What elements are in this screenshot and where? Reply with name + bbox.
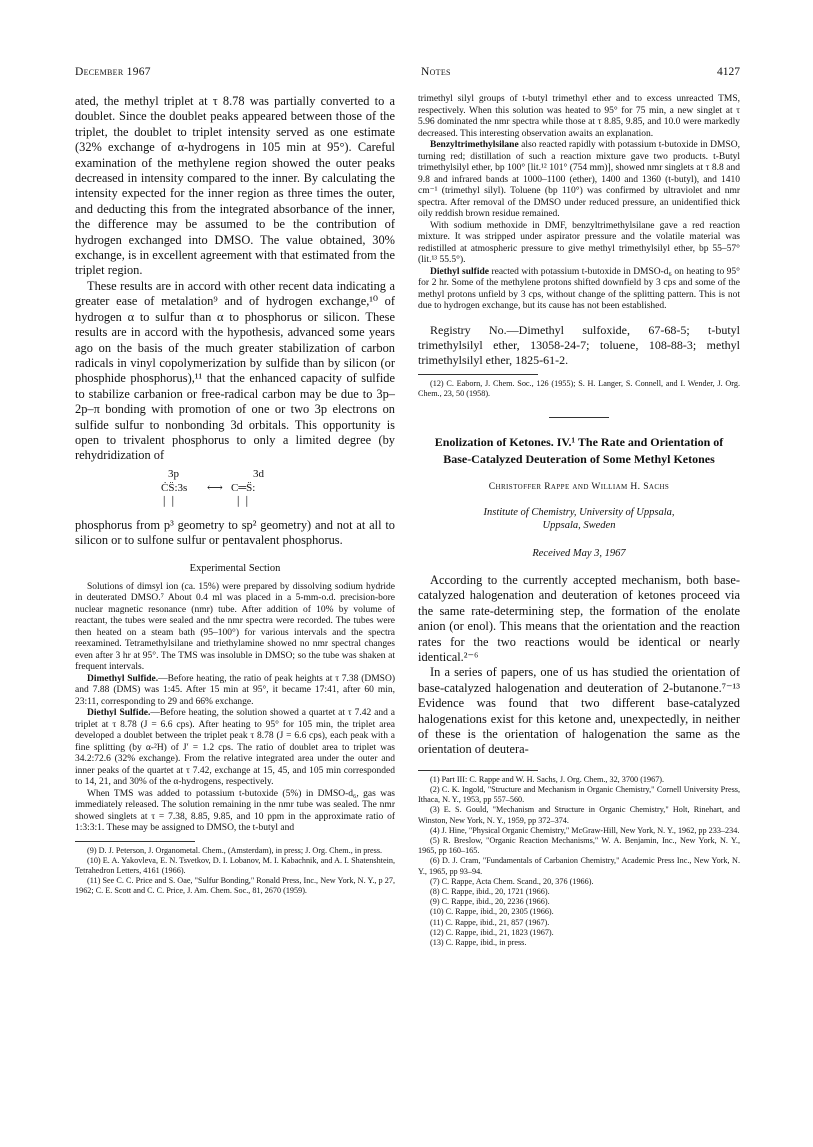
body-paragraph: phosphorus from p³ geometry to sp² geometry) and not at all to silicon or to sulfone sulfur or pentavalent phosphorus. — [75, 517, 395, 548]
footnote: (9) D. J. Peterson, J. Organometal. Chem., (Amsterdam), in press; J. Org. Chem., in press. — [87, 845, 383, 855]
experimental-paragraph: Benzyltrimethylsilane also reacted rapidly with potassium t-butoxide in DMSO, turning red; distillation of such a reaction mixture gave two products. t-Butyl trimethylsilyl ether, bp 100° [lit.¹² 101° (754 mm)], showed nmr singlets at τ 8.8 and 9.8 and infrared bands at 1000–1100 (ether), 1400 and 1360 (t-butyl), and 1410 cm⁻¹ (trimethyl silyl). Toluene (bp 110°) was confirmed by ultraviolet and nmr spectra. After removal of the DMSO under reduced pressure, an unidentified thick oily reddish brown residue remained. — [418, 140, 740, 219]
footnote: (1) Part III: C. Rappe and W. H. Sachs, J. Org. Chem., 32, 3700 (1967). — [430, 774, 665, 784]
received-date: Received May 3, 1967 — [532, 547, 626, 559]
article-title: Enolization of Ketones. IV.¹ The Rate and Orientation of Base-Catalyzed Deuteration of Some Methyl Ketones — [434, 434, 724, 466]
footnote: (4) J. Hine, "Physical Organic Chemistry," McGraw-Hill, New York, N. Y., 1962, pp 233–234. — [430, 825, 740, 835]
header-section: Notes — [421, 66, 451, 78]
experimental-paragraph: When TMS was added to potassium t-butoxide (5%) in DMSO-d₆, gas was immediately released. The solution remaining in the nmr tube was sealed. The nmr showed singlets at τ = 7.38, 8.85, 9.85, and 10 ppm in the approximate ratio of 1:3:3:1. These may be assigned to DMSO, the t-butyl and — [75, 788, 395, 834]
experimental-paragraph: Solutions of dimsyl ion (ca. 15%) were prepared by dissolving sodium hydride in deuterated DMSO.⁷ About 0.4 ml was placed in a 5-mm-o.d. precision-bore nuclear magnetic resonance (nmr) tube. After addition of 10% by volume of reactant, the tubes were sealed and the nmr spectra were recorded. The tubes were then heated on a steam bath (95–100°) for various intervals and the spectra reexamined. Tetramethylsilane and triethylamine showed no nmr spectral changes even after 3 hr at 95°. The TMS was insoluble in DMSO; so the tube was shaken at frequent intervals. — [75, 581, 395, 673]
ticks-left: │ │ — [161, 495, 177, 506]
right-column — [418, 94, 740, 948]
experimental-paragraph: Diethyl sulfide reacted with potassium t-butoxide in DMSO-d₆ on heating to 95° for 2 hr. Some of the methylene protons shifted downfield by 3 cps and some of the methyl protons unfield by 3 cps, without change of the splitting pattern. This is not due to hydrogen exchange, but its cause has not been established. — [418, 266, 740, 311]
footnote: (13) C. Rappe, ibid., in press. — [430, 938, 527, 948]
footnote-divider — [418, 374, 538, 375]
orbital-label-3p: 3p — [168, 467, 179, 480]
experimental-paragraph: With sodium methoxide in DMF, benzyltrimethylsilane gave a red reaction mixture. It was stripped under aspirator pressure and the volatile material was redistilled at atmospheric pressure to give methyl trimethylsilyl ether, bp 55–57° (lit.¹³ 55.5°). — [418, 220, 740, 265]
footnote: (12) C. Eaborn, J. Chem. Soc., 126 (1955); S. H. Langer, S. Connell, and I. Wender, J. Org. Chem., 23, 50 (1958). — [418, 378, 740, 398]
footnote-divider — [418, 770, 538, 771]
header-date: December 1967 — [75, 66, 151, 78]
footnote: (9) C. Rappe, ibid., 20, 2236 (1966). — [430, 897, 550, 907]
footnote: (11) See C. C. Price and S. Oae, "Sulfur Bonding," Ronald Press, Inc., New York, N. Y., p 27, 1962; C. E. Scott and C. C. Price, J. Am. Chem. Soc., 81, 2670 (1959). — [75, 876, 395, 896]
ticks-right: │ │ — [235, 495, 251, 506]
body-paragraph: These results are in accord with other recent data indicating a greater ease of metalation⁹ and of hydrogen exchange,¹⁰ of hydrogen α to sulfur than α to phosphorus or silicon. These results are in accord with the hypothesis, advanced some years ago on the basis of the much greater stabilization of carbon radicals in vinyl copolymerization by sulfide than by silicon (or phosphide phosphorus),¹¹ that the enhanced capacity of sulfide to stabilize carbanion or free-radical carbon may be due to 3p–2p–π bonding with promotion of one or two 3p electrons on sulfide sulfur to nonbonding 3d orbitals. This opportunity is open to trivalent phosphorus to only a limited degree (by rehydridization of — [75, 278, 395, 463]
footnote: (7) C. Rappe, Acta Chem. Scand., 20, 376 (1966). — [430, 876, 594, 886]
page-number: 4127 — [717, 66, 740, 78]
footnote: (10) C. Rappe, ibid., 20, 2305 (1966). — [430, 907, 554, 917]
body-paragraph: In a series of papers, one of us has studied the orientation of base-catalyzed halogenation and deuteration of 2-butanone.⁷⁻¹³ Evidence was found that two different base-catalyzed halogenations exist for this ketone and, unexpectedly, in neither of these is the orientation of halogenation the same as the orientation of deutera- — [418, 665, 740, 757]
article-authors: Christoffer Rappe and William H. Sachs — [488, 481, 670, 492]
footnote-list — [418, 775, 740, 948]
body-paragraph: ated, the methyl triplet at τ 8.78 was partially converted to a doublet. Since the doublet peaks appeared between those of the triplet, the doublet to triplet intensity served as one estimate (32% exchange of α-hydrogens in 105 min at 95°). Careful examination of the methylene region showed the outer peaks decreased in intensity compared to the inner. By calculating the intensity expected for the inner region as three times the outer, and deducting this from the integrated absorbance of the inner, the difference may be assumed to be the contribution of hydrogen exchanged into DMSO. The value obtained, 30% exchange, is in excellent agreement with that estimated from the triplet region. — [75, 94, 395, 278]
footnote: (6) D. J. Cram, "Fundamentals of Carbanion Chemistry," Academic Press Inc., New York, N. Y., 1965, pp 93–94. — [418, 856, 740, 876]
footnote: (12) C. Rappe, ibid., 21, 1823 (1967). — [430, 927, 554, 937]
footnote-divider — [75, 841, 195, 842]
resonance-arrow: ⟷ — [207, 481, 223, 494]
orbital-diagram — [75, 468, 395, 514]
experimental-paragraph: Dimethyl Sulfide.—Before heating, the ratio of peak heights at τ 7.38 (DMSO) and 7.88 (DMS) was 1:45. After 15 min at 95°, it became 17:41, after 60 min, 23:11, corresponding to 29 and 66% exchange. — [75, 673, 395, 707]
orbital-label-3d: 3d — [253, 467, 264, 480]
footnote: (5) R. Breslow, "Organic Reaction Mechanisms," W. A. Benjamin, Inc., New York, N. Y., 1965, pp 160–165. — [418, 836, 740, 856]
structure-left: ĊS̈:3s — [161, 481, 188, 494]
footnote: (3) E. S. Gould, "Mechanism and Structure in Organic Chemistry," Holt, Rinehart, and Winston, New York, N. Y., 1959, pp 372–374. — [418, 805, 740, 825]
structure-right: C═S̈: — [231, 481, 256, 494]
section-title: Experimental Section — [189, 562, 281, 574]
left-column — [75, 94, 395, 897]
experimental-paragraph: trimethyl silyl groups of t-butyl trimethyl ether and to excess unreacted TMS, respectively. When this solution was heated to 95° for 75 min, a new singlet at τ 5.96 dominated the nmr spectra while those at τ 8.85, 9.85, and 10.0 were markedly decreased. This interesting observation awaits an explanation. — [418, 94, 740, 139]
body-paragraph: According to the currently accepted mechanism, both base-catalyzed halogenation and deuteration of ketones proceed via the same rate-determining step, the formation of the enolate anion (or enol). This means that the orientation and the reaction rates for the two reactions would be identical or nearly identical.²⁻⁶ — [418, 572, 740, 664]
experimental-paragraph: Diethyl Sulfide.—Before heating, the solution showed a quartet at τ 7.42 and a triplet at τ 8.78 (J = 6.6 cps). After heating to 95° for 105 min, the triplet area developed a doublet between the triplet peak τ 8.78 (J = 6.6 cps), each peak with a fine splitting (by α-²H) of J′ = 1.2 cps. The ratio of doublet area to triplet was 34.2:72.6 (32% exchange). From the relative integrated area under the outer and inner peaks of the quartet at τ 7.42, exchange at 15, 45, and 105 min corresponded to 14, 21, and 30% of the α-hydrogens, respectively. — [75, 708, 395, 788]
author-affiliation: Institute of Chemistry, University of Uppsala, Uppsala, Sweden — [483, 506, 675, 531]
footnote: (11) C. Rappe, ibid., 21, 857 (1967). — [430, 917, 550, 927]
page-header — [75, 66, 740, 84]
footnote: (10) E. A. Yakovleva, E. N. Tsvetkov, D. I. Lobanov, M. I. Kabachnik, and A. I. Shatenshtein, Tetrahedron Letters, 4161 (1966). — [75, 855, 395, 875]
footnote: (2) C. K. Ingold, "Structure and Mechanism in Organic Chemistry," Cornell University Press, Ithaca, N. Y., 1953, pp 557–560. — [418, 784, 740, 805]
registry-numbers: Registry No.—Dimethyl sulfoxide, 67-68-5; t-butyl trimethylsilyl ether, 13058-24-7; toluene, 108-88-3; methyl trimethylsilyl ether, 1825-61-2. — [418, 322, 740, 367]
footnote: (8) C. Rappe, ibid., 20, 1721 (1966). — [430, 887, 550, 897]
article-divider — [549, 417, 609, 418]
